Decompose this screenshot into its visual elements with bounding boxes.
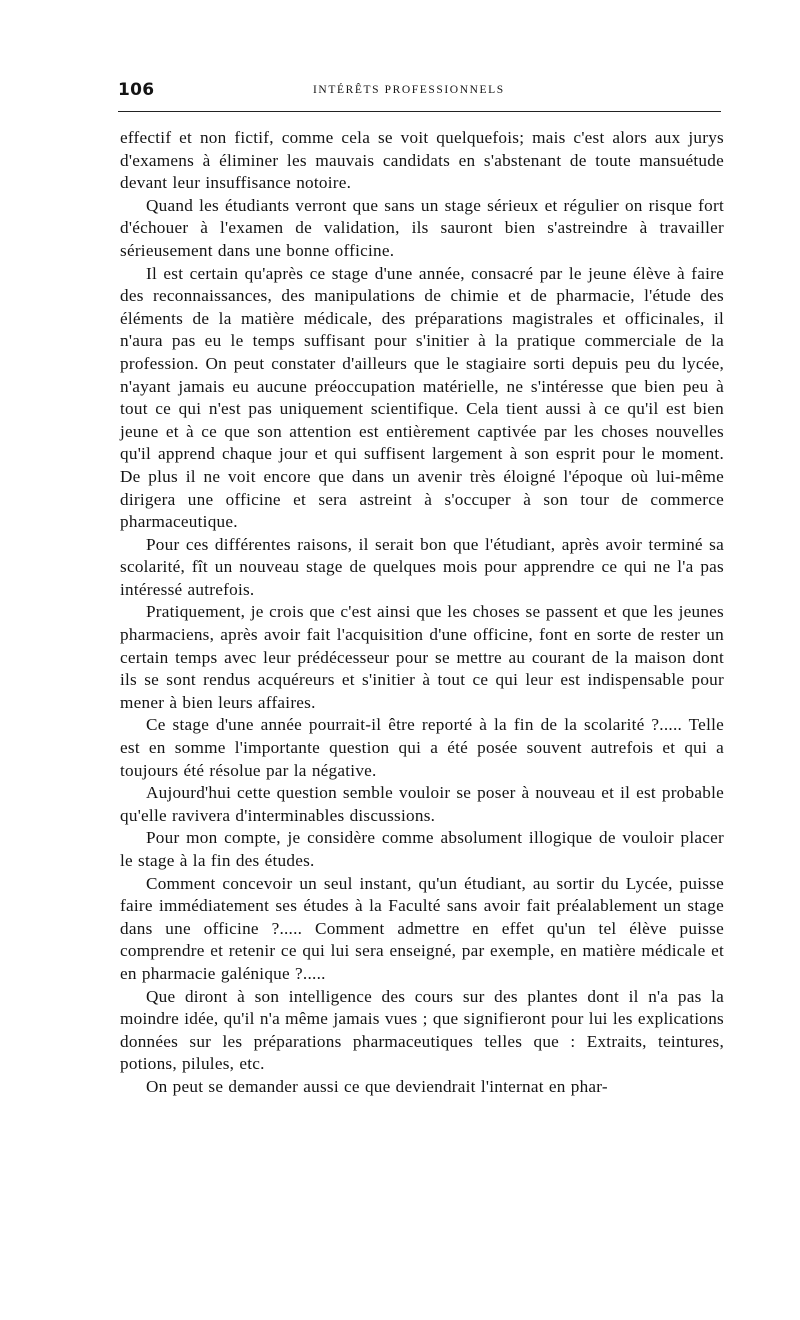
paragraph: Comment concevoir un seul instant, qu'un étudiant, au sortir du Lycée, puisse faire immédiatement ses études à la Faculté sans avoir fait préalablement un stage dans une officine ?..... Comment admettre en effet qu'un tel élève puisse comprendre et retenir ce qui lui sera enseigné, par exemple, en matière médicale et en pharmacie galénique ?..... <box>120 873 724 983</box>
page-header <box>118 80 718 106</box>
header-rule <box>118 111 721 112</box>
paragraph: Pour ces différentes raisons, il serait bon que l'étudiant, après avoir terminé sa scolarité, fît un nouveau stage de quelques mois pour apprendre ce qui ne l'a pas intéressé autrefois. <box>120 534 724 599</box>
paragraph: Pour mon compte, je considère comme absolument illogique de vouloir placer le stage à la fin des études. <box>120 828 724 870</box>
paragraph: Pratiquement, je crois que c'est ainsi que les choses se passent et que les jeunes pharmaciens, après avoir fait l'acquisition d'une officine, font en sorte de rester un certain temps avec leur prédécesseur pour se mettre au courant de la maison dont ils se sont rendus acquéreurs et s'initier à tout ce qui leur est indispensable pour mener à bien leurs affaires. <box>120 602 724 712</box>
paragraph: Quand les étudiants verront que sans un stage sérieux et régulier on risque fort d'échouer à l'examen de validation, ils sauront bien s'astreindre à travailler sérieusement dans une bonne officine. <box>120 195 724 260</box>
paragraph: effectif et non fictif, comme cela se voit quelquefois; mais c'est alors aux jurys d'examens à éliminer les mauvais candidats en s'abstenant de toute mansuétude devant leur insuffisance notoire. <box>120 128 724 193</box>
running-title: INTÉRÊTS PROFESSIONNELS <box>313 84 505 96</box>
page-number: 106 <box>118 80 155 100</box>
paragraph: Ce stage d'une année pourrait-il être reporté à la fin de la scolarité ?..... Telle est en somme l'importante question qui a été posée souvent autrefois et qui a toujours été résolue par la négative. <box>120 715 724 780</box>
paragraph: Il est certain qu'après ce stage d'une année, consacré par le jeune élève à faire des reconnaissances, des manipulations de chimie et de pharmacie, l'étude des éléments de la matière médicale, des préparations magistrales et officinales, il n'aura pas eu le temps suffisant pour s'initier à la pratique commerciale de la profession. On peut constater d'ailleurs que le stagiaire sorti depuis peu du lycée, n'ayant jamais eu aucune préoccupation matérielle, ne s'intéresse que bien peu à tout ce qui n'est pas uniquement scientifique. Cela tient aussi à ce qu'il est bien jeune et à ce que son attention est entièrement captivée par les choses nouvelles qu'il apprend chaque jour et qui suffisent largement à son esprit pour le moment. De plus il ne voit encore que dans un avenir très éloigné l'époque où lui-même dirigera une officine et sera astreint à s'occuper à son tour de commerce pharmaceutique. <box>120 263 724 532</box>
paragraph: On peut se demander aussi ce que deviendrait l'internat en phar- <box>146 1076 608 1096</box>
body-text <box>120 127 724 1099</box>
paragraph: Aujourd'hui cette question semble vouloir se poser à nouveau et il est probable qu'elle ravivera d'interminables discussions. <box>120 783 724 825</box>
paragraph: Que diront à son intelligence des cours sur des plantes dont il n'a pas la moindre idée, qu'il n'a même jamais vues ; que signifieront pour lui les explications données sur les préparations pharmaceutiques telles que : Extraits, teintures, potions, pilules, etc. <box>120 986 724 1074</box>
